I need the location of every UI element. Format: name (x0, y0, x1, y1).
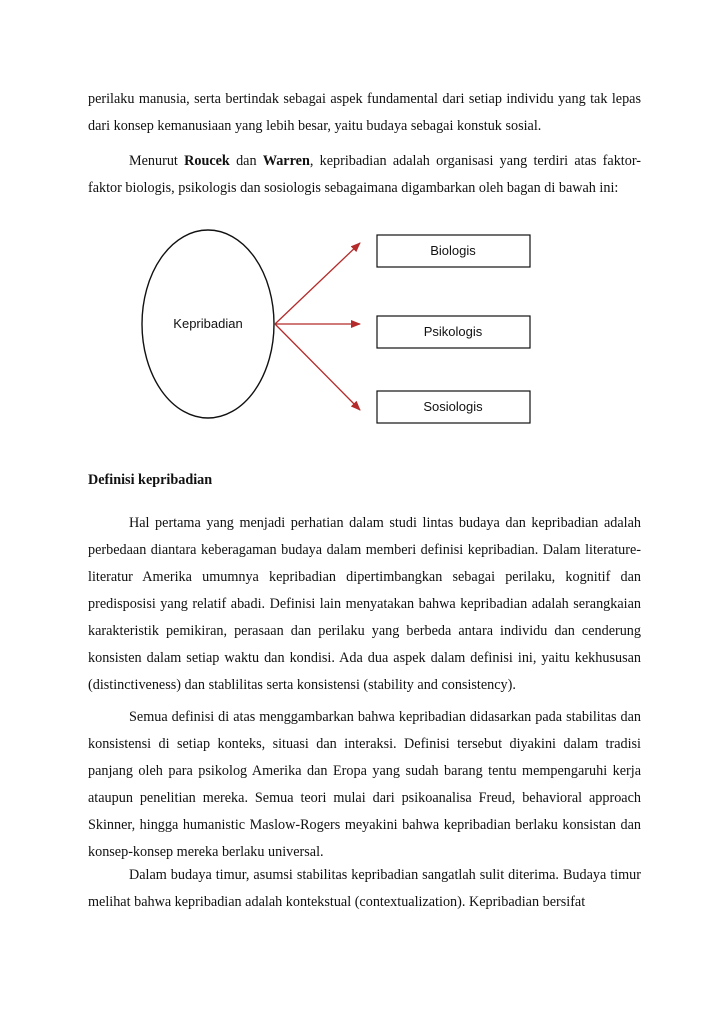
kepribadian-label: Kepribadian (173, 316, 243, 331)
paragraph-definisi: Hal pertama yang menjadi perhatian dalam studi lintas budaya dan kepribadian adalah perbedaan diantara keberagaman budaya dalam memberi definisi kepribadian. Dalam literature-literatur Amerika umumnya kepribadian dipertimbangkan sebagai perilaku, kognitif dan predisposisi yang relatif abadi. Definisi lain menyatakan bahwa kepribadian adalah serangkaian karakteristik pemikiran, perasaan dan perilaku yang berbeda antara individu dan cenderung konsisten dalam setiap waktu dan kondisi. Ada dua aspek dalam definisi ini, yaitu kekhususan (distinctiveness) dan stablilitas serta konsistensi (stability and consistency). (88, 515, 641, 693)
personality-diagram (130, 225, 550, 435)
author-name-roucek: Roucek (184, 153, 230, 169)
author-name-warren: Warren (262, 153, 310, 169)
box-biologis-label: Biologis (430, 243, 476, 258)
arrow-sosiologis (275, 324, 360, 410)
paragraph-intro: perilaku manusia, serta bertindak sebagai aspek fundamental dari setiap individu yang tak lepas dari konsep kemanusiaan yang lebih besar, yaitu budaya sebagai konstuk sosial. (88, 91, 641, 134)
text-segment: dan (229, 153, 263, 169)
text-segment: Menurut (129, 153, 185, 169)
text-segment: , kepribadian adalah organisasi yang terdiri atas faktor-faktor biologis, psikologis dan sosiologis sebagaimana digambarkan oleh bagan di bawah ini: (88, 153, 641, 196)
arrow-biologis (275, 243, 360, 324)
paragraph-budaya-timur: Dalam budaya timur, asumsi stabilitas kepribadian sangatlah sulit diterima. Budaya timur melihat bahwa kepribadian adalah kontekstual (contextualization). Kepribadian bersifat (88, 867, 641, 910)
box-sosiologis-label: Sosiologis (423, 399, 483, 414)
paragraph-stabilitas: Semua definisi di atas menggambarkan bahwa kepribadian didasarkan pada stabilitas dan konsistensi di setiap konteks, situasi dan interaksi. Definisi tersebut diyakini dalam tradisi panjang oleh para psikolog Amerika dan Eropa yang sudah barang tentu mempengaruhi kerja ataupun penelitian mereka. Semua teori mulai dari psikoanalisa Freud, behavioral approach Skinner, hingga humanistic Maslow-Rogers meyakini bahwa kepribadian berlaku konsistan dan konsep-konsep mereka berlaku universal. (88, 709, 641, 860)
section-heading: Definisi kepribadian (88, 472, 213, 488)
box-psikologis-label: Psikologis (423, 324, 483, 339)
paragraph-roucek-warren (88, 148, 641, 202)
